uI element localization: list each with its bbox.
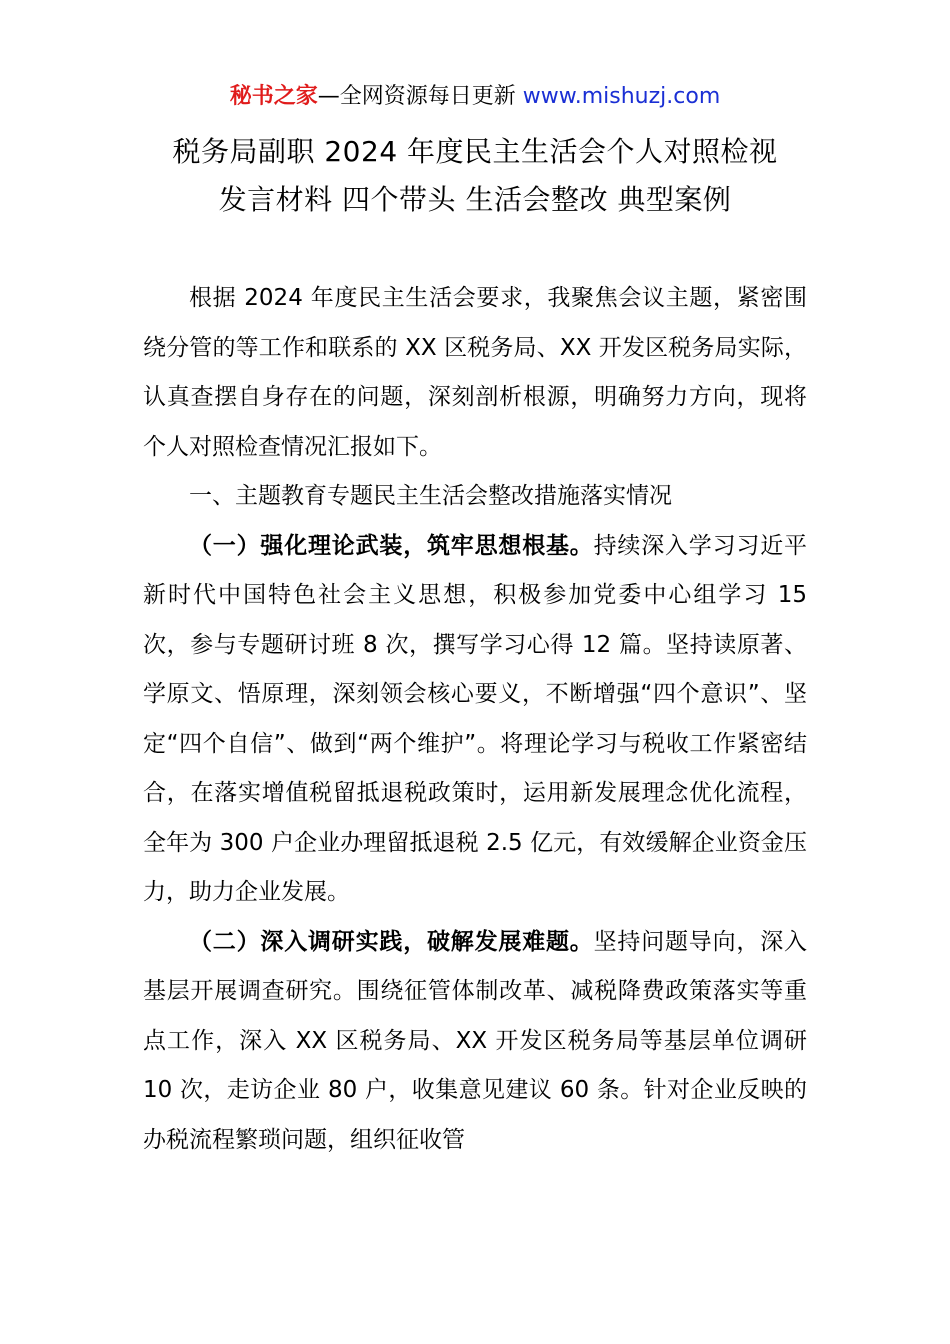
item-2-paragraph	[143, 918, 807, 1166]
title-line-1: 税务局副职 2024 年度民主生活会个人对照检视	[172, 135, 778, 168]
site-url-link[interactable]: www.mishuzj.com	[522, 84, 721, 109]
item-1-body: 持续深入学习习近平新时代中国特色社会主义思想，积极参加党委中心组学习 15 次，参与专题研讨班 8 次，撰写学习心得 12 篇。坚持读原著、学原文、悟原理，深刻领会核心要义，不断增强“四个意识”、坚定“四个自信”、做到“两个维护”。将理论学习与税收工作紧密结合，在落实增值税留抵退税政策时，运用新发展理念优化流程，全年为 300 户企业办理留抵退税 2.5 亿元，有效缓解企业资金压力，助力企业发展。	[143, 532, 808, 905]
item-2-body: 坚持问题导向，深入基层开展调查研究。围绕征管体制改革、减税降费政策落实等重点工作，深入 XX 区税务局、XX 开发区税务局等基层单位调研 10 次，走访企业 80 户，收集意见建议 60 条。针对企业反映的办税流程繁琐问题，组织征收管	[143, 928, 808, 1153]
item-1-heading: （一）强化理论武装，筑牢思想根基。	[189, 532, 594, 559]
banner-tagline: —全网资源每日更新	[317, 84, 516, 109]
section-heading: 一、主题教育专题民主生活会整改措施落实情况	[189, 483, 672, 509]
document-body	[143, 274, 807, 1165]
item-2-heading: （二）深入调研实践，破解发展难题。	[189, 928, 594, 955]
site-banner	[0, 82, 950, 112]
document-title	[120, 128, 830, 224]
item-1-paragraph	[143, 522, 807, 918]
intro-paragraph: 根据 2024 年度民主生活会要求，我聚焦会议主题，紧密围绕分管的等工作和联系的 XX 区税务局、XX 开发区税务局实际，认真查摆自身存在的问题，深刻剖析根源，明确努力方向，现将个人对照检查情况汇报如下。	[143, 285, 807, 460]
brand-name: 秘书之家	[229, 84, 318, 109]
title-line-2: 发言材料 四个带头 生活会整改 典型案例	[218, 183, 732, 216]
